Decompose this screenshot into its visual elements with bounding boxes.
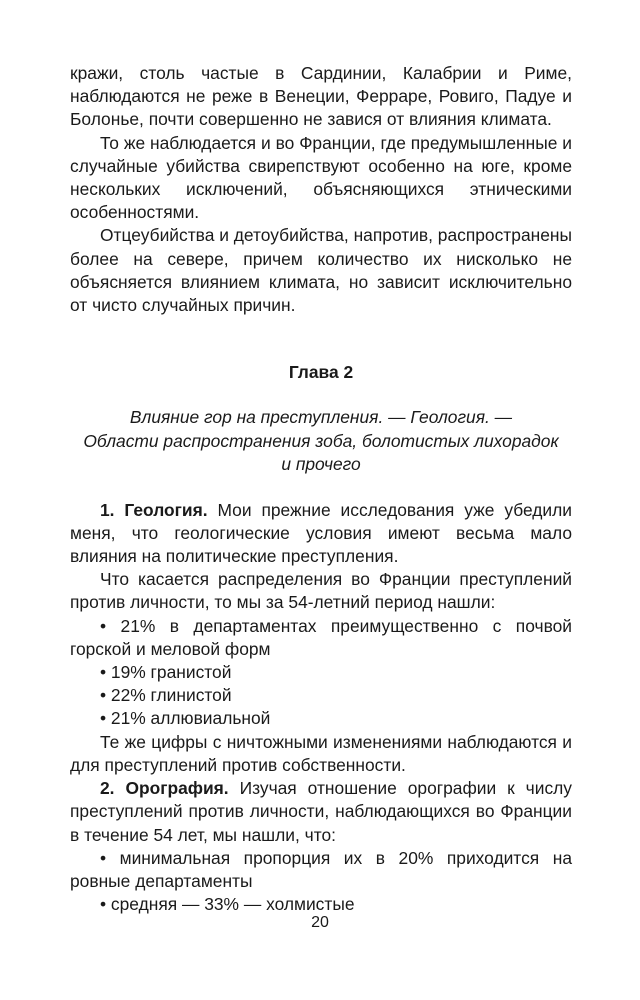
paragraph: Отцеубийства и детоубийства, напротив, распространены более на севере, причем количество их нисколько не объясняется влиянием климата, но зависит исключительно от чисто случайных причин. xyxy=(70,225,572,316)
list-item: • 22% глинистой xyxy=(100,685,232,706)
list-item: • 19% гранистой xyxy=(100,662,232,683)
paragraph: Что касается распределения во Франции преступлений против личности, то мы за 54-летний период нашли: xyxy=(70,569,572,613)
paragraph: Те же цифры с ничтожными изменениями наблюдаются и для преступлений против собственности. xyxy=(70,731,572,775)
chapter-subtitle-line: Области распространения зоба, болотистых лихорадок xyxy=(83,430,559,451)
section-text: Изучая отношение орографии к числу преступлений против личности, наблюдающихся во Франции в течение 54 лет, мы нашли, что: xyxy=(70,778,572,845)
paragraph: То же наблюдается и во Франции, где предумышленные и случайные убийства свирепствуют особенно на юге, кроме нескольких исключений, объясняющихся этническими особенностями. xyxy=(70,132,572,223)
chapter-title: Глава 2 xyxy=(288,362,354,383)
chapter-subtitle-line: и прочего xyxy=(281,454,361,475)
page-number: 20 xyxy=(311,914,329,931)
page-body xyxy=(70,62,572,916)
list-item: • 21% в департаментах преимущественно с почвой горской и меловой форм xyxy=(70,615,572,659)
section-heading: 1. Геология. xyxy=(100,499,208,520)
list-item: • средняя — 33% — холмистые xyxy=(100,894,355,915)
chapter-subtitle xyxy=(70,406,572,476)
paragraph: кражи, столь частые в Сардинии, Калабрии и Риме, наблюдаются не реже в Венеции, Ферраре, Ровиго, Падуе и Болонье, почти совершенно не завися от влияния климата. xyxy=(70,63,572,130)
section-geology-paragraph xyxy=(70,499,572,569)
list-item: • 21% аллювиальной xyxy=(100,708,271,729)
chapter-subtitle-line: Влияние гор на преступления. — Геология. — xyxy=(129,407,513,428)
section-orography-paragraph xyxy=(70,777,572,847)
section-heading: 2. Орография. xyxy=(100,778,229,799)
section-text: Мои прежние исследования уже убедили меня, что геологические условия имеют весьма мало влияния на политические преступления. xyxy=(70,499,572,567)
list-item: • минимальная пропорция их в 20% приходится на ровные департаменты xyxy=(70,847,572,891)
